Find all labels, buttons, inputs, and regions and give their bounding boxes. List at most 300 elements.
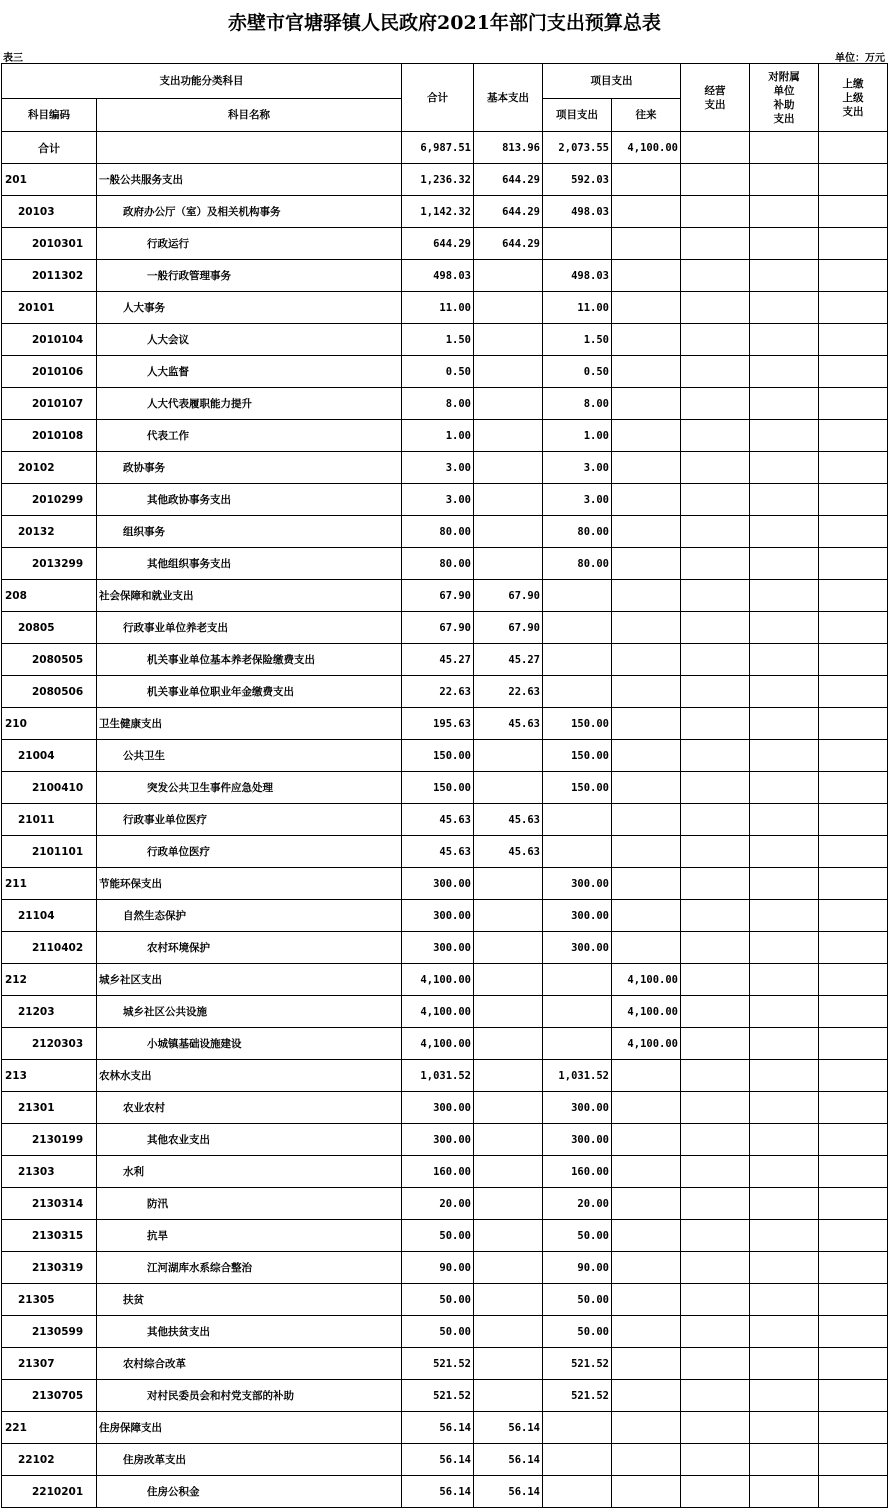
row-name: 人大代表履职能力提升: [97, 388, 402, 420]
row-operating: [681, 1348, 750, 1380]
row-name: 机关事业单位基本养老保险缴费支出: [97, 644, 402, 676]
header-subsidiary: 对附属 单位 补助 支出: [750, 64, 819, 132]
row-upper: [819, 900, 888, 932]
row-transfer: 4,100.00: [612, 996, 681, 1028]
row-basic: [474, 1348, 543, 1380]
row-subsidiary: [750, 1028, 819, 1060]
row-subsidiary: [750, 1156, 819, 1188]
row-subsidiary: [750, 228, 819, 260]
row-name: 农林水支出: [97, 1060, 402, 1092]
table-row: [2, 228, 888, 260]
row-upper: [819, 676, 888, 708]
row-basic: [474, 1124, 543, 1156]
row-name: 机关事业单位职业年金缴费支出: [97, 676, 402, 708]
row-name: 行政事业单位养老支出: [97, 612, 402, 644]
row-subsidiary: [750, 964, 819, 996]
row-upper: [819, 1060, 888, 1092]
row-code: 21301: [2, 1092, 97, 1124]
row-subsidiary: [750, 420, 819, 452]
row-subsidiary: [750, 1412, 819, 1444]
row-code: 221: [2, 1412, 97, 1444]
row-subsidiary: [750, 196, 819, 228]
table-row: [2, 1444, 888, 1476]
row-operating: [681, 804, 750, 836]
row-basic: 67.90: [474, 580, 543, 612]
table-row: [2, 196, 888, 228]
row-operating: [681, 164, 750, 196]
row-transfer: [612, 804, 681, 836]
row-subsidiary: [750, 772, 819, 804]
row-name: 政协事务: [97, 452, 402, 484]
row-project: 11.00: [543, 292, 612, 324]
row-name: 江河湖库水系综合整治: [97, 1252, 402, 1284]
row-code: 2080506: [2, 676, 97, 708]
row-subsidiary: [750, 932, 819, 964]
row-code: 2110402: [2, 932, 97, 964]
row-operating: [681, 740, 750, 772]
row-basic: [474, 548, 543, 580]
row-transfer: [612, 516, 681, 548]
total-name-cell: [97, 132, 402, 164]
row-code: 201: [2, 164, 97, 196]
row-subsidiary: [750, 548, 819, 580]
header-transfer: 往来: [612, 99, 681, 132]
row-project: [543, 1028, 612, 1060]
row-subsidiary: [750, 1092, 819, 1124]
table-row: [2, 1316, 888, 1348]
row-transfer: [612, 1380, 681, 1412]
row-basic: 56.14: [474, 1444, 543, 1476]
row-basic: [474, 516, 543, 548]
row-operating: [681, 1188, 750, 1220]
row-basic: [474, 964, 543, 996]
row-transfer: [612, 708, 681, 740]
row-transfer: [612, 260, 681, 292]
row-operating: [681, 1316, 750, 1348]
row-total: 521.52: [402, 1380, 474, 1412]
row-operating: [681, 1028, 750, 1060]
table-row: [2, 1188, 888, 1220]
row-subsidiary: [750, 164, 819, 196]
row-name: 农业农村: [97, 1092, 402, 1124]
row-transfer: [612, 1220, 681, 1252]
row-project: [543, 612, 612, 644]
row-name: 住房公积金: [97, 1476, 402, 1508]
row-upper: [819, 836, 888, 868]
row-total: 50.00: [402, 1316, 474, 1348]
row-total: 300.00: [402, 1092, 474, 1124]
row-basic: [474, 1060, 543, 1092]
row-basic: [474, 1380, 543, 1412]
row-transfer: [612, 1316, 681, 1348]
table-row: [2, 548, 888, 580]
row-subsidiary: [750, 996, 819, 1028]
table-row: [2, 804, 888, 836]
row-basic: [474, 1028, 543, 1060]
row-project: 300.00: [543, 1124, 612, 1156]
row-total: 50.00: [402, 1284, 474, 1316]
row-total: 0.50: [402, 356, 474, 388]
row-code: 2130705: [2, 1380, 97, 1412]
row-transfer: [612, 420, 681, 452]
row-name: 对村民委员会和村党支部的补助: [97, 1380, 402, 1412]
row-subsidiary: [750, 1348, 819, 1380]
row-upper: [819, 932, 888, 964]
row-operating: [681, 900, 750, 932]
row-basic: 644.29: [474, 228, 543, 260]
table-row: [2, 676, 888, 708]
page-title: 赤壁市官塘驿镇人民政府2021年部门支出预算总表: [228, 12, 661, 34]
row-subsidiary: [750, 836, 819, 868]
row-basic: [474, 452, 543, 484]
row-code: 21011: [2, 804, 97, 836]
row-transfer: [612, 1284, 681, 1316]
row-code: 20101: [2, 292, 97, 324]
row-basic: 22.63: [474, 676, 543, 708]
row-basic: [474, 1188, 543, 1220]
row-project: 50.00: [543, 1316, 612, 1348]
row-basic: [474, 1220, 543, 1252]
row-transfer: [612, 1252, 681, 1284]
row-name: 农村环境保护: [97, 932, 402, 964]
row-name: 人大会议: [97, 324, 402, 356]
row-total: 300.00: [402, 932, 474, 964]
row-project: 0.50: [543, 356, 612, 388]
row-project: [543, 228, 612, 260]
row-upper: [819, 580, 888, 612]
row-upper: [819, 1188, 888, 1220]
header-code: 科目编码: [2, 99, 97, 132]
row-transfer: [612, 228, 681, 260]
row-transfer: [612, 1476, 681, 1508]
row-operating: [681, 196, 750, 228]
row-total: 521.52: [402, 1348, 474, 1380]
table-row: [2, 868, 888, 900]
row-basic: [474, 292, 543, 324]
row-upper: [819, 260, 888, 292]
row-subsidiary: [750, 324, 819, 356]
row-basic: 45.27: [474, 644, 543, 676]
row-basic: [474, 740, 543, 772]
row-transfer: [612, 868, 681, 900]
row-subsidiary: [750, 1380, 819, 1412]
row-total: 20.00: [402, 1188, 474, 1220]
row-name: 人大事务: [97, 292, 402, 324]
table-row: [2, 1284, 888, 1316]
row-upper: [819, 1380, 888, 1412]
row-total: 1,142.32: [402, 196, 474, 228]
row-project: [543, 836, 612, 868]
row-code: 21203: [2, 996, 97, 1028]
row-subsidiary: [750, 388, 819, 420]
row-project: 498.03: [543, 196, 612, 228]
row-total: 56.14: [402, 1412, 474, 1444]
row-project: 150.00: [543, 740, 612, 772]
row-total: 45.63: [402, 836, 474, 868]
row-code: 2013299: [2, 548, 97, 580]
row-operating: [681, 676, 750, 708]
row-upper: [819, 964, 888, 996]
budget-table: [1, 63, 888, 1508]
row-subsidiary: [750, 356, 819, 388]
table-row: [2, 740, 888, 772]
row-basic: [474, 388, 543, 420]
row-upper: [819, 1412, 888, 1444]
row-upper: [819, 1252, 888, 1284]
row-project: 300.00: [543, 868, 612, 900]
row-operating: [681, 484, 750, 516]
total-project: 2,073.55: [543, 132, 612, 164]
table-row: [2, 1252, 888, 1284]
row-project: 1,031.52: [543, 1060, 612, 1092]
table-row: [2, 708, 888, 740]
row-name: 住房改革支出: [97, 1444, 402, 1476]
row-total: 80.00: [402, 548, 474, 580]
row-operating: [681, 292, 750, 324]
row-subsidiary: [750, 1252, 819, 1284]
row-operating: [681, 1284, 750, 1316]
row-total: 4,100.00: [402, 996, 474, 1028]
row-operating: [681, 1220, 750, 1252]
table-row: [2, 836, 888, 868]
row-transfer: [612, 388, 681, 420]
row-name: 农村综合改革: [97, 1348, 402, 1380]
row-name: 其他扶贫支出: [97, 1316, 402, 1348]
row-upper: [819, 868, 888, 900]
row-total: 67.90: [402, 612, 474, 644]
row-operating: [681, 1156, 750, 1188]
row-operating: [681, 356, 750, 388]
row-code: 20805: [2, 612, 97, 644]
row-total: 150.00: [402, 740, 474, 772]
row-operating: [681, 1444, 750, 1476]
row-upper: [819, 772, 888, 804]
row-total: 300.00: [402, 900, 474, 932]
row-project: 160.00: [543, 1156, 612, 1188]
row-code: 2130319: [2, 1252, 97, 1284]
row-project: 150.00: [543, 772, 612, 804]
row-subsidiary: [750, 1220, 819, 1252]
table-row: [2, 420, 888, 452]
row-operating: [681, 452, 750, 484]
row-transfer: [612, 644, 681, 676]
table-row: [2, 1092, 888, 1124]
row-code: 21104: [2, 900, 97, 932]
row-code: 212: [2, 964, 97, 996]
row-code: 2011302: [2, 260, 97, 292]
table-row: [2, 644, 888, 676]
row-project: [543, 1412, 612, 1444]
row-code: 21305: [2, 1284, 97, 1316]
row-name: 行政事业单位医疗: [97, 804, 402, 836]
row-project: 50.00: [543, 1284, 612, 1316]
row-subsidiary: [750, 676, 819, 708]
row-transfer: [612, 836, 681, 868]
table-row: [2, 1348, 888, 1380]
row-subsidiary: [750, 1060, 819, 1092]
row-project: 20.00: [543, 1188, 612, 1220]
total-label: 合计: [2, 132, 97, 164]
row-total: 1.00: [402, 420, 474, 452]
row-subsidiary: [750, 868, 819, 900]
row-operating: [681, 420, 750, 452]
row-upper: [819, 1348, 888, 1380]
row-project: [543, 1444, 612, 1476]
row-code: 21307: [2, 1348, 97, 1380]
row-operating: [681, 1476, 750, 1508]
row-code: 2130315: [2, 1220, 97, 1252]
row-name: 行政单位医疗: [97, 836, 402, 868]
row-upper: [819, 164, 888, 196]
row-basic: 45.63: [474, 836, 543, 868]
table-row: [2, 772, 888, 804]
row-name: 小城镇基础设施建设: [97, 1028, 402, 1060]
row-project: [543, 644, 612, 676]
row-upper: [819, 228, 888, 260]
row-project: 300.00: [543, 1092, 612, 1124]
row-transfer: [612, 324, 681, 356]
row-total: 67.90: [402, 580, 474, 612]
row-subsidiary: [750, 452, 819, 484]
row-subsidiary: [750, 580, 819, 612]
table-row: [2, 612, 888, 644]
row-basic: [474, 420, 543, 452]
row-total: 300.00: [402, 1124, 474, 1156]
row-name: 一般公共服务支出: [97, 164, 402, 196]
row-name: 其他组织事务支出: [97, 548, 402, 580]
row-subsidiary: [750, 804, 819, 836]
table-row: [2, 452, 888, 484]
row-project: 521.52: [543, 1380, 612, 1412]
table-row: [2, 1060, 888, 1092]
row-total: 90.00: [402, 1252, 474, 1284]
row-project: [543, 964, 612, 996]
row-basic: 644.29: [474, 164, 543, 196]
row-subsidiary: [750, 292, 819, 324]
row-subsidiary: [750, 260, 819, 292]
table-row: [2, 1220, 888, 1252]
total-transfer: 4,100.00: [612, 132, 681, 164]
row-name: 一般行政管理事务: [97, 260, 402, 292]
row-operating: [681, 1124, 750, 1156]
row-subsidiary: [750, 1476, 819, 1508]
table-row: [2, 932, 888, 964]
row-transfer: [612, 612, 681, 644]
table-row: [2, 996, 888, 1028]
row-transfer: [612, 196, 681, 228]
row-transfer: [612, 548, 681, 580]
row-transfer: [612, 932, 681, 964]
row-project: [543, 676, 612, 708]
row-basic: [474, 1316, 543, 1348]
row-operating: [681, 964, 750, 996]
row-basic: [474, 356, 543, 388]
row-code: 2010108: [2, 420, 97, 452]
row-total: 45.63: [402, 804, 474, 836]
row-total: 4,100.00: [402, 1028, 474, 1060]
row-basic: 644.29: [474, 196, 543, 228]
row-transfer: [612, 1188, 681, 1220]
row-name: 节能环保支出: [97, 868, 402, 900]
row-total: 22.63: [402, 676, 474, 708]
table-tag: 表三: [3, 53, 23, 64]
row-upper: [819, 1028, 888, 1060]
row-code: 2100410: [2, 772, 97, 804]
header-basic: 基本支出: [474, 64, 543, 132]
row-upper: [819, 356, 888, 388]
row-name: 防汛: [97, 1188, 402, 1220]
row-operating: [681, 388, 750, 420]
row-operating: [681, 836, 750, 868]
row-upper: [819, 324, 888, 356]
row-upper: [819, 612, 888, 644]
row-upper: [819, 292, 888, 324]
row-upper: [819, 740, 888, 772]
row-code: 208: [2, 580, 97, 612]
row-total: 160.00: [402, 1156, 474, 1188]
row-project: 521.52: [543, 1348, 612, 1380]
unit-label: 单位：万元: [835, 53, 885, 64]
header-row-1: [2, 64, 888, 99]
row-upper: [819, 644, 888, 676]
row-operating: [681, 708, 750, 740]
table-row: [2, 580, 888, 612]
row-subsidiary: [750, 1444, 819, 1476]
row-project: 592.03: [543, 164, 612, 196]
row-transfer: [612, 900, 681, 932]
row-basic: [474, 260, 543, 292]
row-code: 2010301: [2, 228, 97, 260]
row-basic: [474, 932, 543, 964]
row-code: 2010104: [2, 324, 97, 356]
row-transfer: 4,100.00: [612, 1028, 681, 1060]
table-row: [2, 1412, 888, 1444]
row-basic: [474, 1156, 543, 1188]
row-upper: [819, 196, 888, 228]
row-code: 213: [2, 1060, 97, 1092]
row-subsidiary: [750, 1188, 819, 1220]
row-transfer: 4,100.00: [612, 964, 681, 996]
row-name: 卫生健康支出: [97, 708, 402, 740]
row-upper: [819, 1156, 888, 1188]
row-name: 抗旱: [97, 1220, 402, 1252]
row-upper: [819, 388, 888, 420]
row-transfer: [612, 772, 681, 804]
row-subsidiary: [750, 484, 819, 516]
row-subsidiary: [750, 1124, 819, 1156]
row-code: 22102: [2, 1444, 97, 1476]
row-upper: [819, 804, 888, 836]
row-project: 3.00: [543, 484, 612, 516]
row-project: 300.00: [543, 900, 612, 932]
total-operating: [681, 132, 750, 164]
row-code: 20103: [2, 196, 97, 228]
row-code: 2130599: [2, 1316, 97, 1348]
row-basic: [474, 484, 543, 516]
row-upper: [819, 1284, 888, 1316]
row-transfer: [612, 1124, 681, 1156]
row-transfer: [612, 452, 681, 484]
header-project: 项目支出: [543, 99, 612, 132]
row-subsidiary: [750, 644, 819, 676]
row-basic: [474, 868, 543, 900]
row-subsidiary: [750, 1316, 819, 1348]
row-total: 150.00: [402, 772, 474, 804]
row-name: 公共卫生: [97, 740, 402, 772]
row-name: 扶贫: [97, 1284, 402, 1316]
row-project: 50.00: [543, 1220, 612, 1252]
header-operating: 经营 支出: [681, 64, 750, 132]
